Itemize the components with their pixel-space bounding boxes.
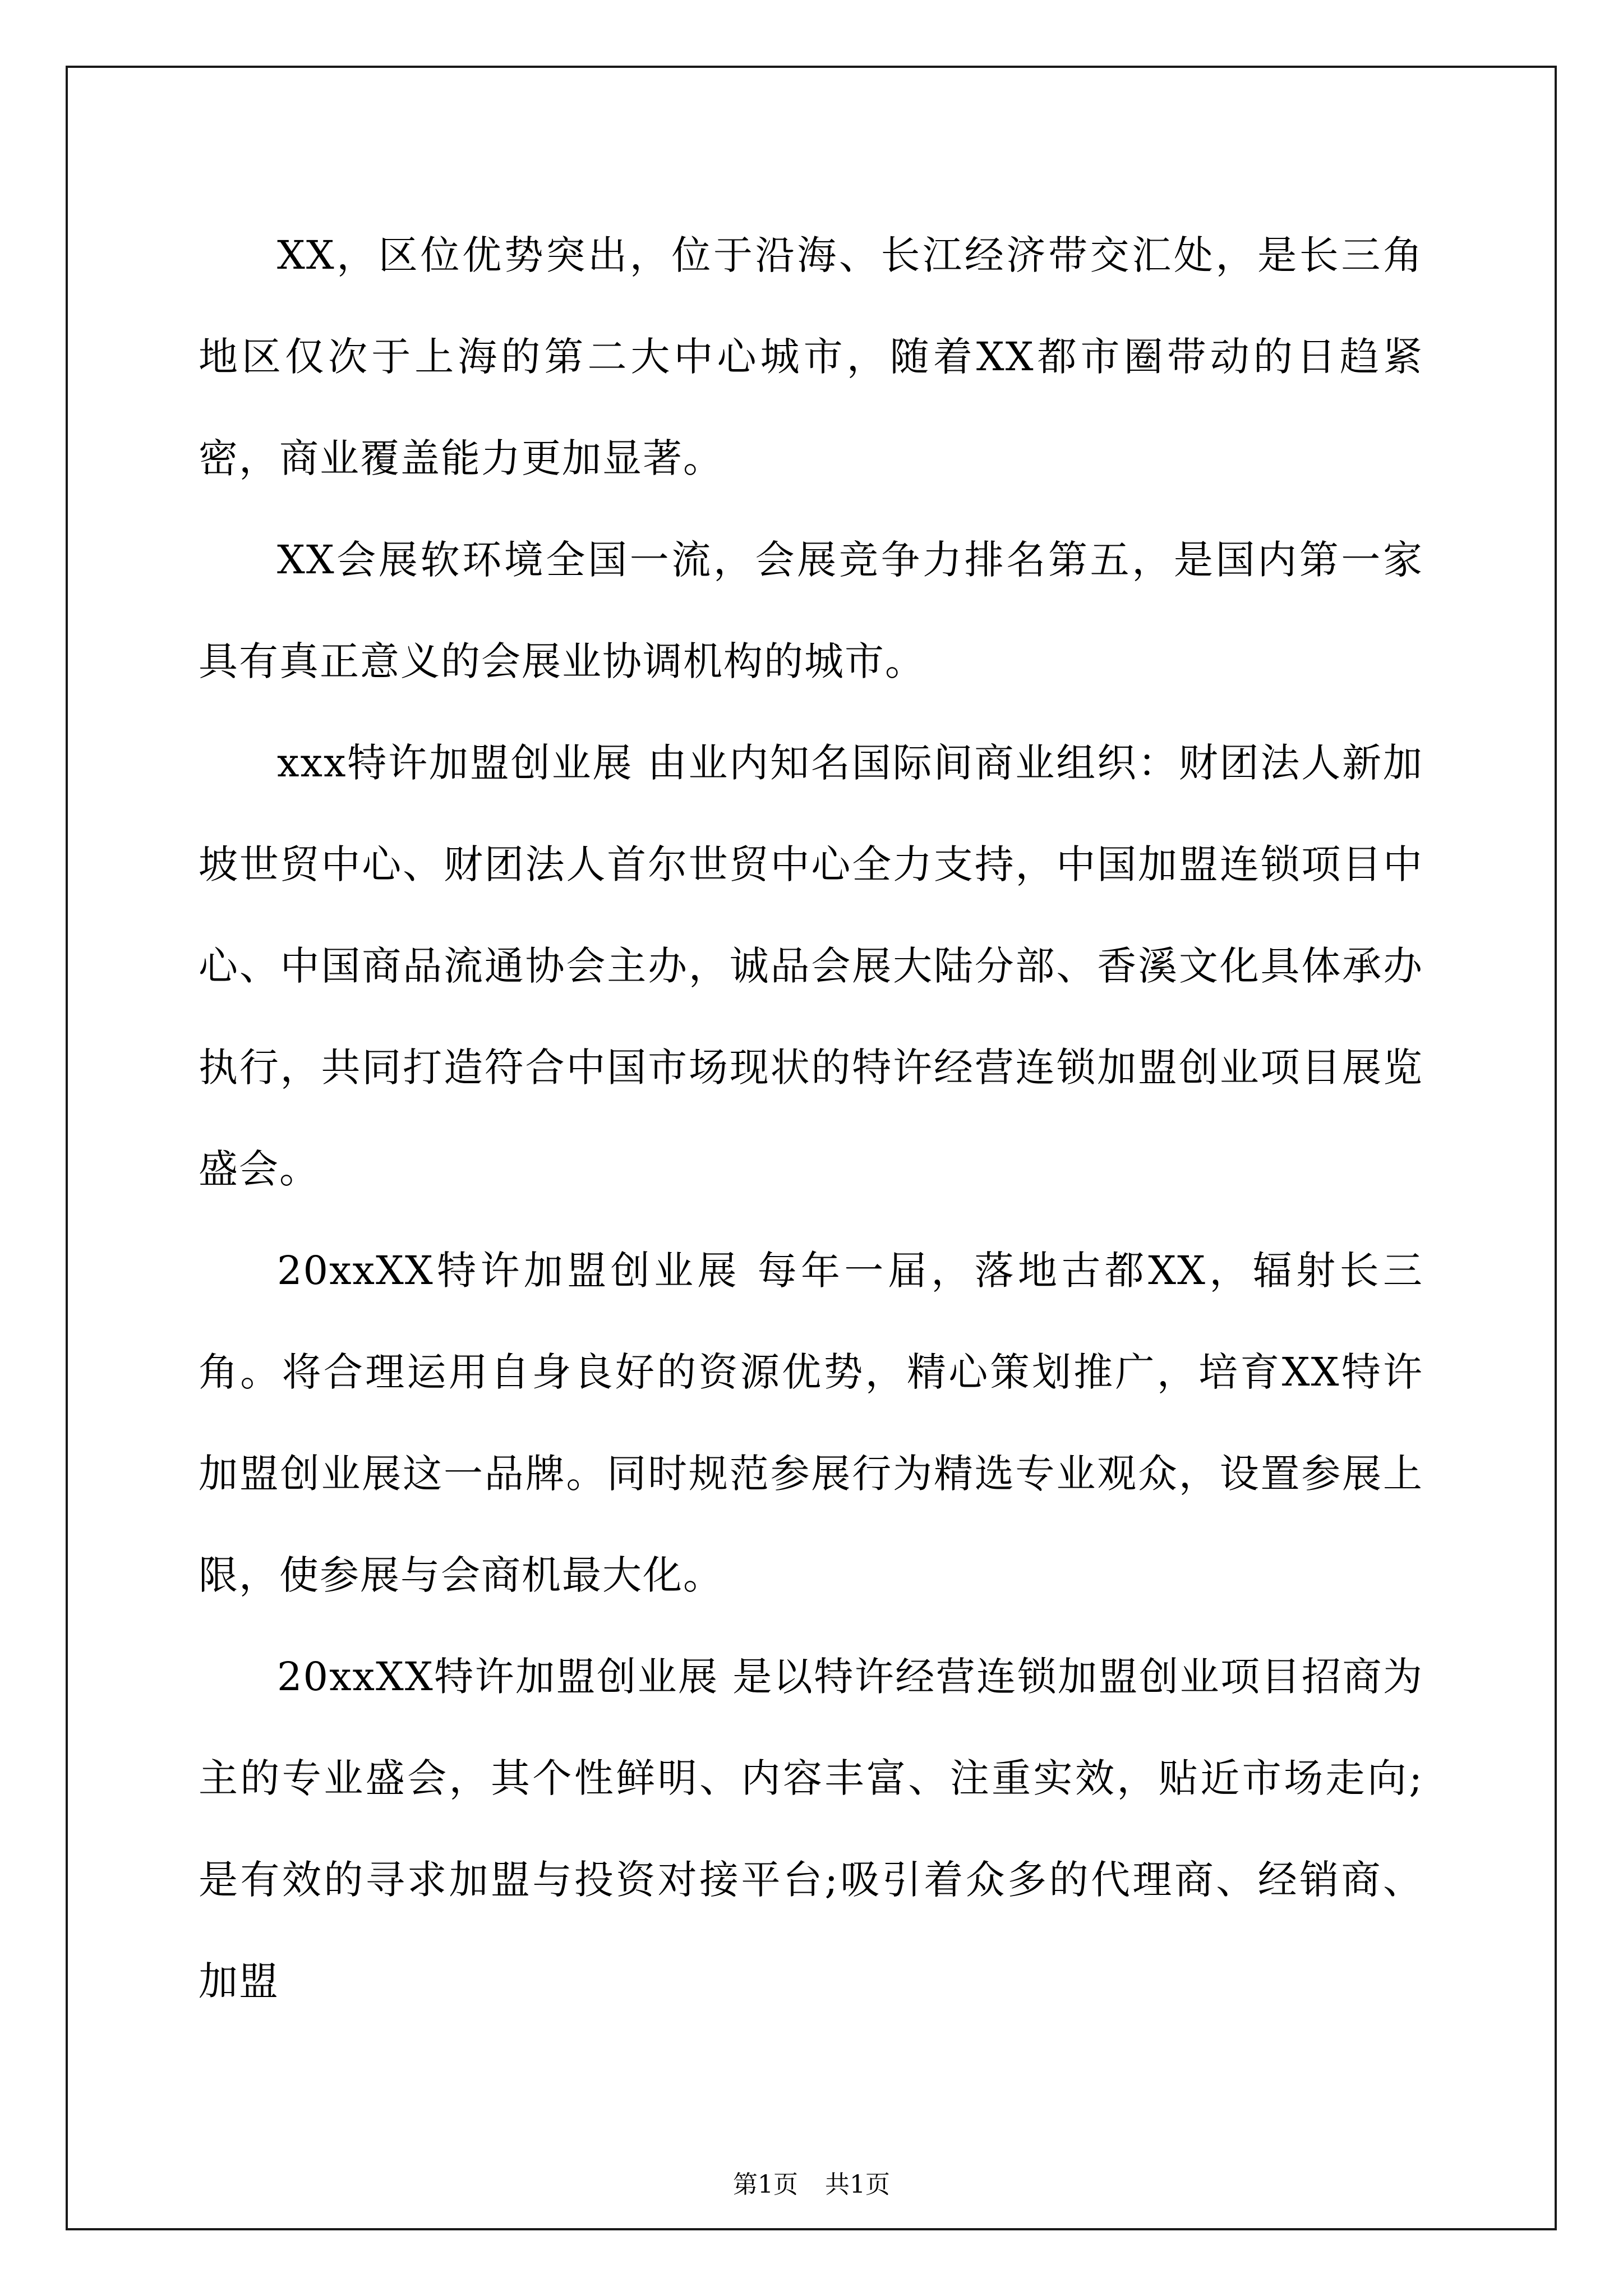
paragraph: xxx特许加盟创业展 由业内知名国际间商业组织：财团法人新加坡世贸中心、财团法人首尔世贸中心全力支持，中国加盟连锁项目中心、中国商品流通协会主办，诚品会展大陆分部、香溪文化具体承办执行，共同打造符合中国市场现状的特许经营连锁加盟创业项目展览盛会。 xyxy=(199,740,1423,1192)
paragraph: XX会展软环境全国一流，会展竞争力排名第五，是国内第一家具有真正意义的会展业协调机构的城市。 xyxy=(199,537,1423,684)
paragraph: 20xxXX特许加盟创业展 是以特许经营连锁加盟创业项目招商为主的专业盛会，其个性鲜明、内容丰富、注重实效，贴近市场走向;是有效的寻求加盟与投资对接平台;吸引着众多的代理商、经销商、加盟 xyxy=(199,1654,1423,2004)
page-number: 第1页 xyxy=(733,2170,798,2199)
page-footer xyxy=(0,2168,1623,2202)
document-body xyxy=(199,205,1423,2032)
paragraph: 20xxXX特许加盟创业展 每年一届，落地古都XX，辐射长三角。将合理运用自身良好的资源优势，精心策划推广，培育XX特许加盟创业展这一品牌。同时规范参展行为精选专业观众，设置参展上限，使参展与会商机最大化。 xyxy=(199,1248,1423,1598)
page-total: 共1页 xyxy=(825,2170,890,2199)
paragraph: XX，区位优势突出，位于沿海、长江经济带交汇处，是长三角地区仅次于上海的第二大中心城市，随着XX都市圈带动的日趋紧密，商业覆盖能力更加显著。 xyxy=(199,232,1423,481)
